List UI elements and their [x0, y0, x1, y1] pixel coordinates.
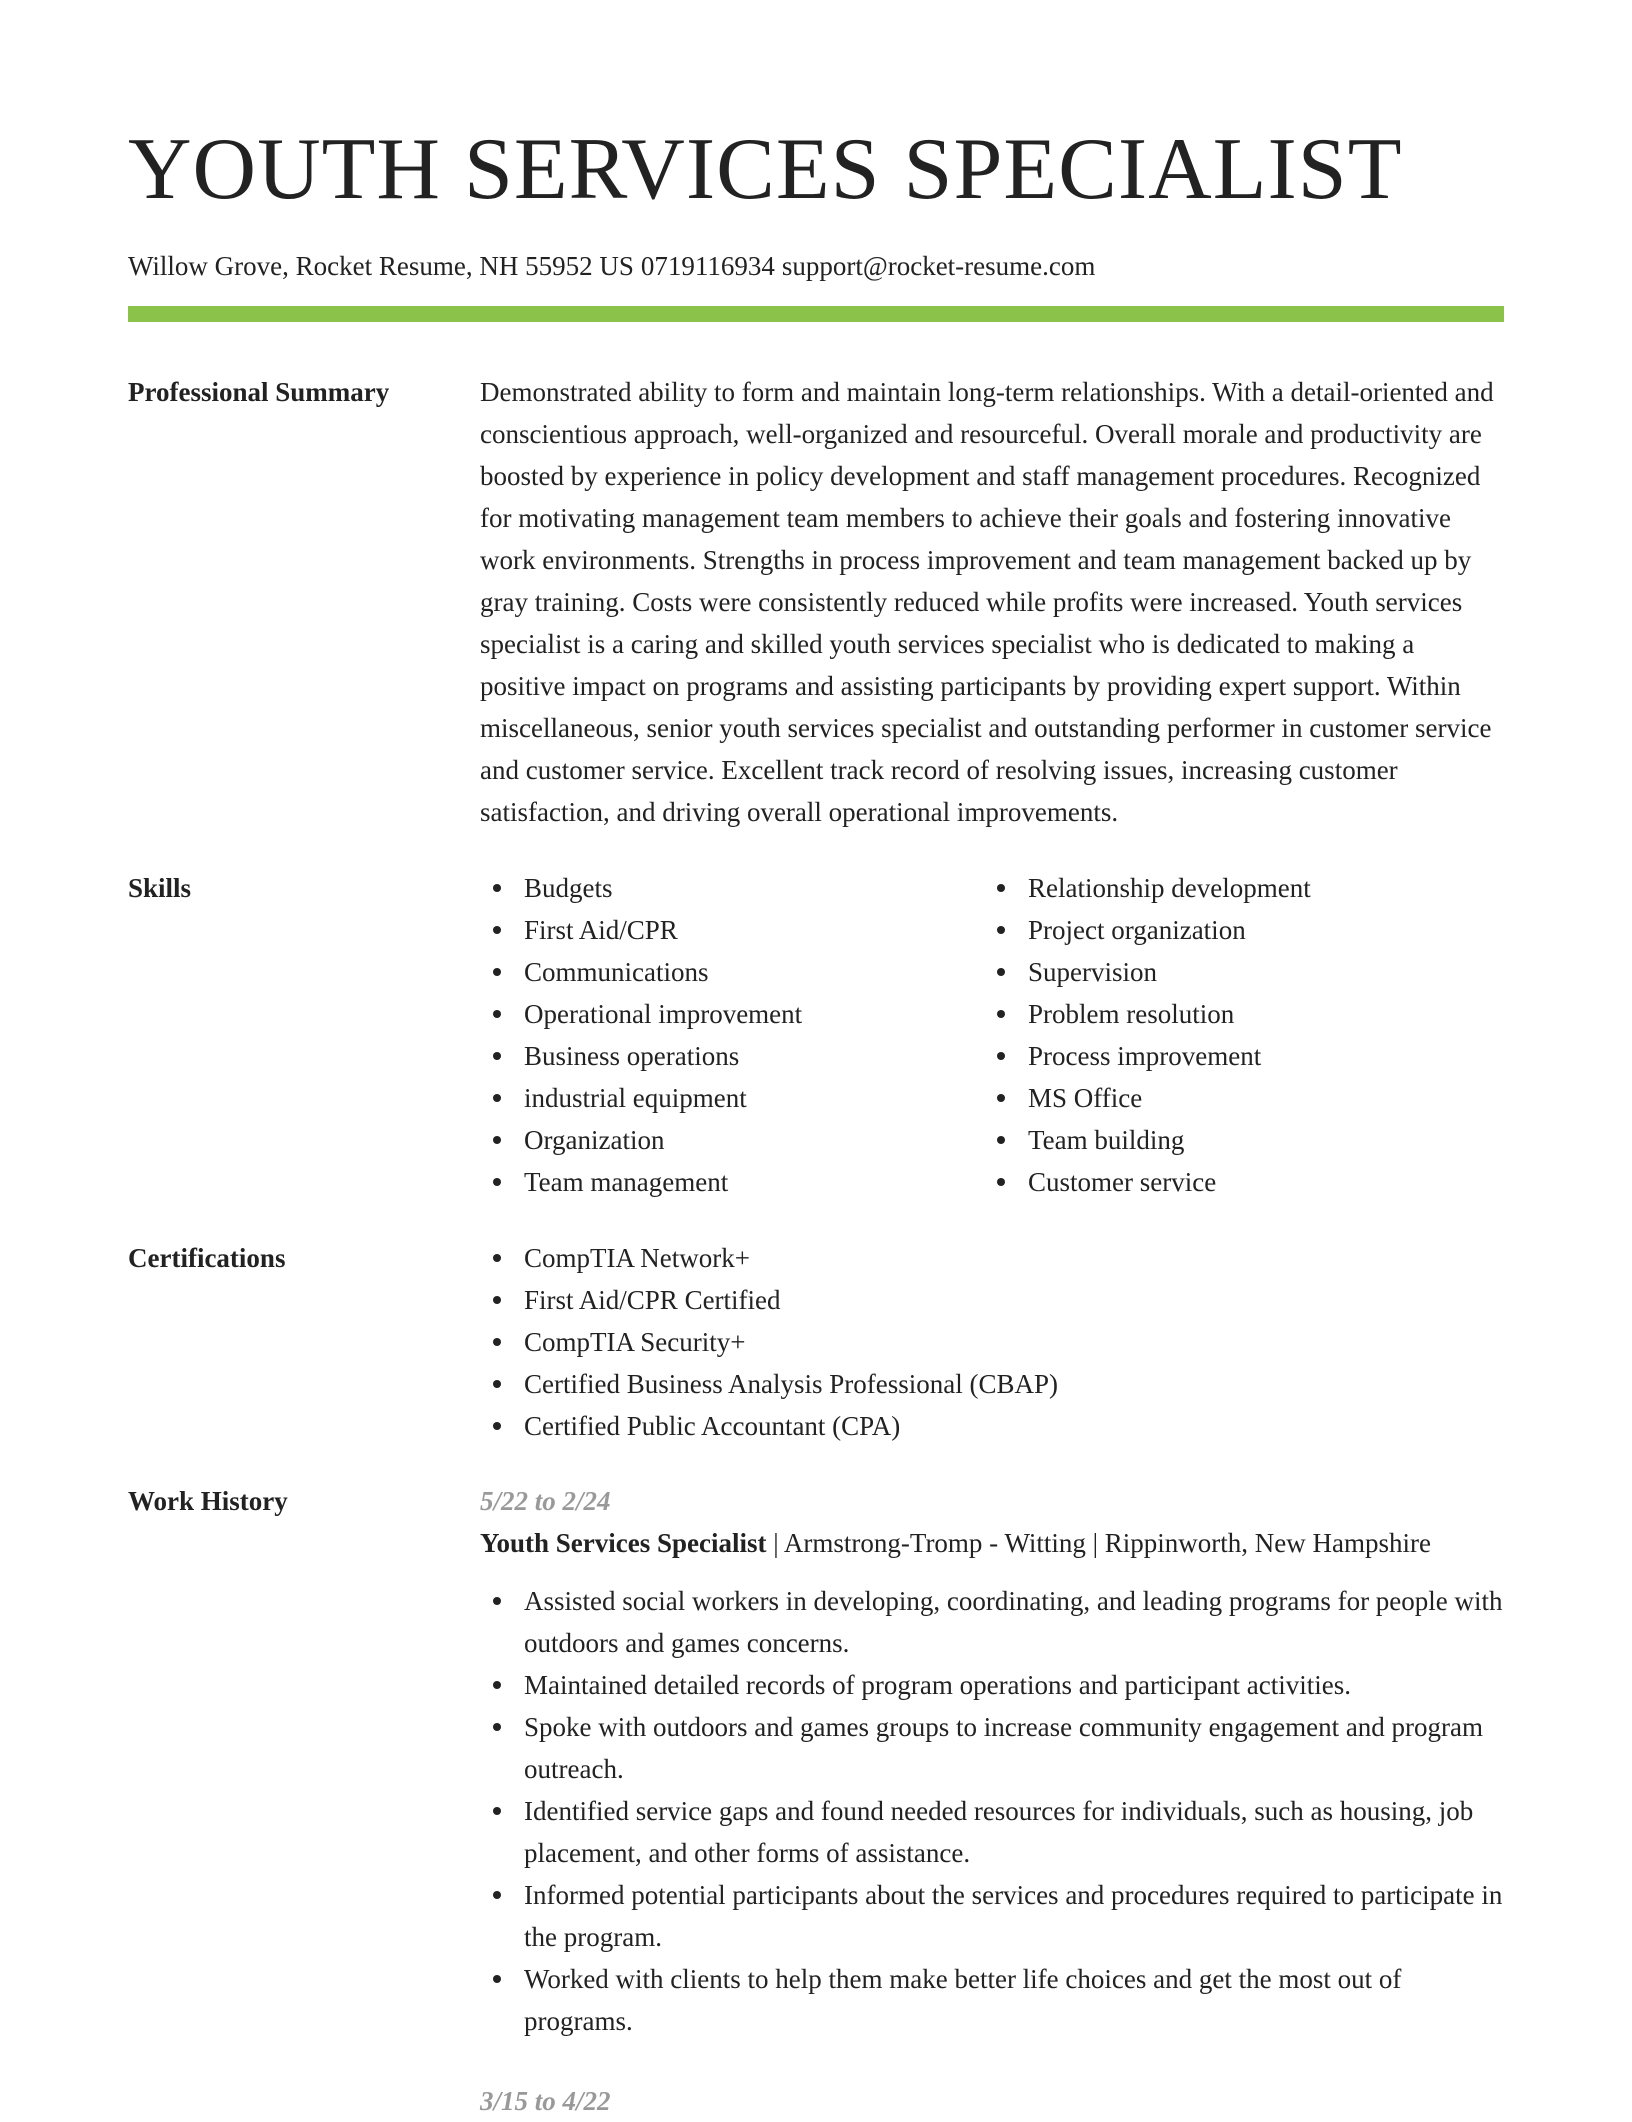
certifications-section — [128, 1237, 1504, 1447]
certification-item: First Aid/CPR Certified — [480, 1279, 1504, 1321]
job-title: Youth Services Specialist — [480, 1528, 767, 1558]
work-history-heading: Work History — [128, 1486, 288, 1516]
work-history-section — [128, 1480, 1504, 2122]
job-duty-item: Assisted social workers in developing, coordinating, and leading programs for people with outdoors and games concerns. — [480, 1580, 1504, 1664]
certifications-heading: Certifications — [128, 1243, 286, 1273]
contact-line — [128, 248, 1504, 284]
summary-heading: Professional Summary — [128, 377, 390, 407]
job-title-line — [480, 1522, 1504, 1564]
job-dates: 3/15 to 4/22 — [480, 2086, 611, 2116]
summary-text: Demonstrated ability to form and maintain long-term relationships. With a detail-oriented and conscientious approach, well-organized and resourceful. Overall morale and productivity are boosted by experience in policy development and staff management procedures. Recognized for motivating management team members to achieve their goals and fostering innovative work environments. Strengths in process improvement and team management backed up by gray training. Costs were consistently reduced while profits were increased. Youth services specialist is a caring and skilled youth services specialist who is dedicated to making a positive impact on programs and assisting participants by providing expert support. Within miscellaneous, senior youth services specialist and outstanding performer in customer service and customer service. Excellent track record of resolving issues, increasing customer satisfaction, and driving overall operational improvements. — [480, 377, 1494, 827]
job-duty-item: Informed potential participants about the services and procedures required to participate in the program. — [480, 1874, 1504, 1958]
job-duty-item: Identified service gaps and found needed resources for individuals, such as housing, job placement, and other forms of assistance. — [480, 1790, 1504, 1874]
skill-item: Project organization — [984, 909, 1488, 951]
certification-item: CompTIA Security+ — [480, 1321, 1504, 1363]
summary-section — [128, 371, 1504, 833]
resume-page — [128, 0, 1504, 2122]
skill-item: Business operations — [480, 1035, 984, 1077]
contact-phone: 0719116934 — [640, 251, 775, 281]
job-entry — [480, 2080, 1504, 2122]
skill-item: Process improvement — [984, 1035, 1488, 1077]
skills-list-right — [984, 867, 1488, 1203]
job-duty-item: Worked with clients to help them make better life choices and get the most out of programs. — [480, 1958, 1504, 2042]
job-duty-item: Spoke with outdoors and games groups to increase community engagement and program outreach. — [480, 1706, 1504, 1790]
job-entry — [480, 1480, 1504, 2042]
skill-item: Team building — [984, 1119, 1488, 1161]
skill-item: First Aid/CPR — [480, 909, 984, 951]
skill-item: Communications — [480, 951, 984, 993]
job-dates: 5/22 to 2/24 — [480, 1486, 611, 1516]
certification-item: Certified Public Accountant (CPA) — [480, 1405, 1504, 1447]
accent-divider — [128, 306, 1504, 322]
skills-list-left — [480, 867, 984, 1203]
job-duties-list — [480, 1580, 1504, 2042]
skills-section — [128, 867, 1504, 1203]
skill-item: Operational improvement — [480, 993, 984, 1035]
skill-item: Supervision — [984, 951, 1488, 993]
certifications-list — [480, 1237, 1504, 1447]
contact-email: support@rocket-resume.com — [781, 251, 1096, 281]
certification-item: CompTIA Network+ — [480, 1237, 1504, 1279]
skill-item: Relationship development — [984, 867, 1488, 909]
skill-item: MS Office — [984, 1077, 1488, 1119]
job-employer-location: | Armstrong-Tromp - Witting | Rippinworth, New Hampshire — [773, 1528, 1431, 1558]
skill-item: industrial equipment — [480, 1077, 984, 1119]
skill-item: Customer service — [984, 1161, 1488, 1203]
skill-item: Problem resolution — [984, 993, 1488, 1035]
skill-item: Budgets — [480, 867, 984, 909]
skill-item: Organization — [480, 1119, 984, 1161]
resume-name-heading: YOUTH SERVICES SPECIALIST — [128, 121, 1403, 218]
job-duty-item: Maintained detailed records of program operations and participant activities. — [480, 1664, 1504, 1706]
certification-item: Certified Business Analysis Professional (CBAP) — [480, 1363, 1504, 1405]
skill-item: Team management — [480, 1161, 984, 1203]
contact-address: Willow Grove, Rocket Resume, NH 55952 US — [128, 251, 634, 281]
skills-heading: Skills — [128, 873, 192, 903]
